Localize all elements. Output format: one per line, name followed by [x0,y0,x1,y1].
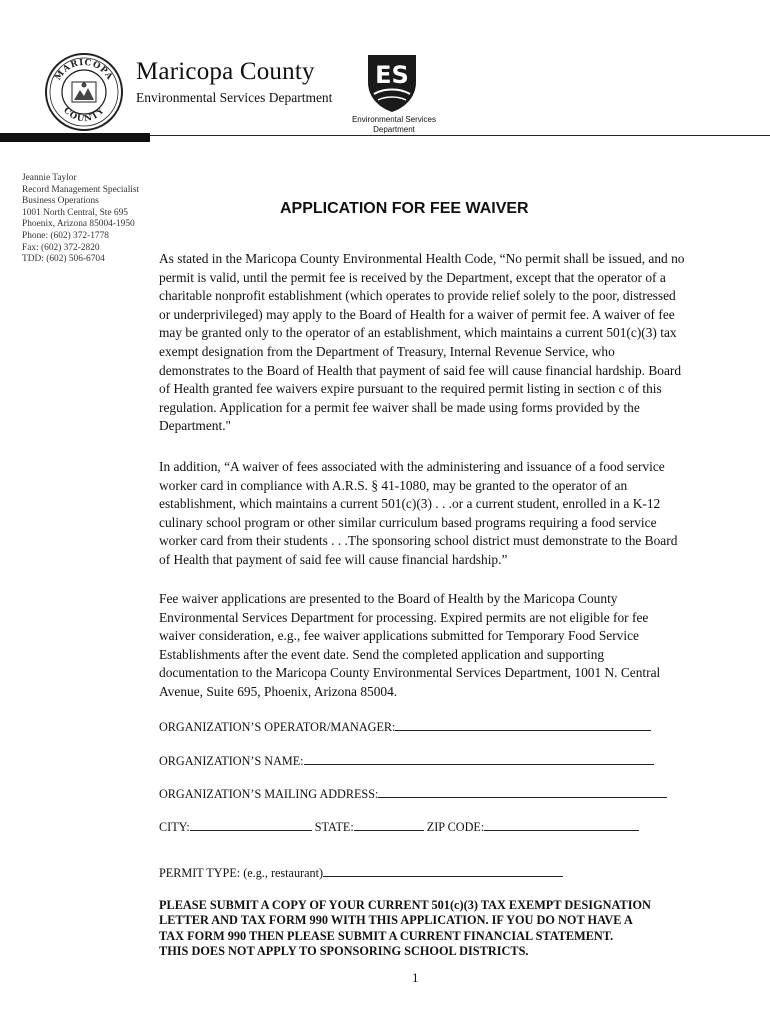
city-label: CITY: [159,820,190,834]
county-name-heading: Maricopa County [136,58,315,85]
submission-notice [159,898,699,959]
operator-field-row [159,718,651,735]
city-state-zip-row [159,818,639,835]
document-title: APPLICATION FOR FEE WAIVER [280,200,529,217]
address-label: ORGANIZATION’S MAILING ADDRESS: [159,787,379,801]
es-department-logo [364,52,420,114]
contact-phone: Phone: (602) 372-1778 [22,230,109,241]
zip-input-line[interactable] [484,818,639,831]
contact-block [22,173,139,266]
contact-title: Record Management Specialist [22,184,140,195]
department-subheading: Environmental Services Department [136,90,333,105]
org-name-label: ORGANIZATION’S NAME: [159,754,304,768]
operator-input-line[interactable] [395,718,651,731]
org-name-input-line[interactable] [304,752,654,765]
paragraph-submission: Fee waiver applications are presented to the Board of Health by the Maricopa County Environmental Services Department for processing. Expired permits are not eligible for fee waiver consideration, e.g., fee waiver applications submitted for Temporary Food Service Establishments after the event date. Send the completed application and supporting documentation to the Maricopa County Environmental Services Department, 1001 N. Central Avenue, Suite 695, Phoenix, Arizona 85004. [159,591,661,699]
permit-type-label: PERMIT TYPE: (e.g., restaurant) [159,866,324,880]
org-name-field-row [159,752,654,769]
es-logo-letters: ES [375,61,409,89]
contact-name: Jeannie Taylor [22,173,77,183]
notice-line-3: TAX FORM 990 THEN PLEASE SUBMIT A CURRENT FINANCIAL STATEMENT. [159,928,614,943]
header-divider-accent [0,133,150,142]
notice-line-1: PLEASE SUBMIT A COPY OF YOUR CURRENT 501(c)(3) TAX EXEMPT DESIGNATION [159,898,651,912]
contact-fax: Fax: (602) 372-2820 [22,242,100,253]
state-input-line[interactable] [354,818,424,831]
contact-address1: 1001 North Central, Ste 695 [22,207,128,218]
permit-type-row [159,864,563,881]
permit-type-input-line[interactable] [323,864,563,877]
notice-line-4: THIS DOES NOT APPLY TO SPONSORING SCHOOL DISTRICTS. [159,943,529,958]
contact-address2: Phoenix, Arizona 85004-1950 [22,219,135,230]
county-seal-logo [44,52,124,132]
contact-unit: Business Operations [22,196,99,207]
operator-label: ORGANIZATION’S OPERATOR/MANAGER: [159,720,396,734]
paragraph-code-excerpt: As stated in the Maricopa County Environmental Health Code, “No permit shall be issued, and no permit is valid, until the permit fee is received by the Department, except that the operator of a charitable nonprofit establishment (which operates to provide relief solely to the poor, distressed or underprivileged) may apply to the Board of Health for a waiver of permit fee. A waiver of fee may be granted only to the operator of an establishment, which maintains a current 501(c)(3) tax exempt designation from the Department of Treasury, Internal Revenue Service, who demonstrates to the Board of Health that payment of said fee will cause financial hardship. Board of Health granted fee waivers expire pursuant to the required permit listing in section c of this regulation. Application for a permit fee waiver shall be made using forms provided by the Department." [159,251,685,434]
paragraph-food-worker: In addition, “A waiver of fees associated with the administering and issuance of a food service worker card in compliance with A.R.S. § 41-1080, may be granted to the operator of an establishment, which maintains a current 501(c)(3) . . .or a current student, enrolled in a K-12 culinary school program or other similar curriculum based programs requiring a food service worker card from their students . . .The sponsoring school district must demonstrate to the Board of Health that payment of said fee will cause financial hardship.” [159,459,678,567]
contact-tdd: TDD: (602) 506-6704 [22,254,105,265]
notice-line-2: LETTER AND TAX FORM 990 WITH THIS APPLICATION. IF YOU DO NOT HAVE A [159,913,633,928]
es-caption-line1: Environmental Services [351,115,437,124]
city-input-line[interactable] [190,818,312,831]
svg-text:COUNTY [61,106,107,125]
page-number: 1 [412,970,419,985]
state-label: STATE: [314,820,354,834]
address-input-line[interactable] [378,785,667,798]
seal-text-top: MARICOPA [53,57,115,83]
address-field-row [159,785,667,802]
es-caption-line2: Department [373,124,415,134]
seal-text-bottom: COUNTY [61,105,107,125]
es-logo-caption [340,115,448,134]
zip-label: ZIP CODE: [426,820,485,834]
